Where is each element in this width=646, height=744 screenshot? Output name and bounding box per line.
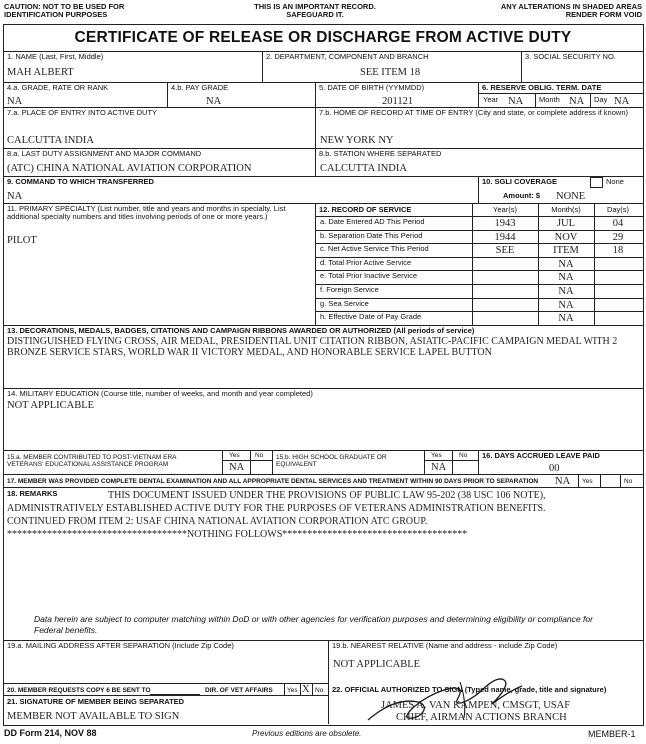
field-4a-grade-value: NA — [7, 96, 23, 107]
field-7a-label: 7.a. PLACE OF ENTRY INTO ACTIVE DUTY — [7, 109, 158, 117]
field-4b-label: 4.b. PAY GRADE — [171, 84, 229, 92]
field-2-department-value: SEE ITEM 18 — [360, 67, 421, 78]
field-10-amount-value: NONE — [556, 191, 586, 202]
field-21-label: 21. SIGNATURE OF MEMBER BEING SEPARATED — [7, 698, 185, 706]
field-15b-no-label: No — [459, 452, 468, 459]
record-of-service-label: c. Net Active Service This Period — [320, 245, 429, 254]
field-19b-relative-value: NOT APPLICABLE — [333, 659, 421, 670]
record-of-service-label: h. Effective Date of Pay Grade — [320, 313, 422, 322]
field-10-amount-label: Amount: $ — [503, 192, 541, 200]
field-22-official-title: CHIEF, AIRMAN ACTIONS BRANCH — [396, 712, 567, 723]
field-15a-value: NA — [229, 462, 245, 473]
field-4a-label: 4.a. GRADE, RATE OR RANK — [7, 84, 109, 92]
field-12-month-header: Month(s) — [551, 206, 581, 214]
field-20-no-mark: X — [302, 684, 310, 695]
field-21-signature-value: MEMBER NOT AVAILABLE TO SIGN — [7, 711, 180, 722]
field-4b-paygrade-value: NA — [206, 96, 222, 107]
field-8a-label: 8.a. LAST DUTY ASSIGNMENT AND MAJOR COMMAND — [7, 150, 202, 158]
field-8b-label: 8.b. STATION WHERE SEPARATED — [319, 150, 442, 158]
field-6-day-label: Day — [594, 96, 608, 104]
field-15a-yes-label: Yes — [229, 452, 240, 459]
record-of-service-label: e. Total Prior Inactive Service — [320, 272, 417, 281]
field-10-none-checkbox — [590, 177, 603, 188]
caution-note: CAUTION: NOT TO BE USED FOR IDENTIFICATION PURPOSES — [4, 2, 125, 19]
field-20-label: 20. MEMBER REQUESTS COPY 6 BE SENT TO — [7, 687, 151, 694]
alterations-note: ANY ALTERATIONS IN SHADED AREAS RENDER FORM VOID — [500, 2, 642, 19]
field-16-label: 16. DAYS ACCRUED LEAVE PAID — [482, 452, 600, 460]
computer-matching-notice: Data herein are subject to computer matching within DoD or with other agencies for verification purposes and determining eligibility or compliance for Federal benefits. — [34, 614, 593, 635]
field-8a-assignment-value: (ATC) CHINA NATIONAL AVIATION CORPORATION — [7, 163, 252, 174]
field-20-dir-label: DIR. OF VET AFFAIRS — [205, 687, 273, 694]
field-10-label: 10. SGLI COVERAGE — [482, 178, 558, 186]
field-19b-label: 19.b. NEAREST RELATIVE (Name and address - include Zip Code) — [332, 642, 558, 650]
field-9-label: 9. COMMAND TO WHICH TRANSFERRED — [7, 178, 154, 186]
record-of-service-month: ITEM — [553, 245, 579, 257]
field-11-label: 11. PRIMARY SPECIALTY (List number, title and years and months in specialty. List additional specialty numbers and titles involving periods of one or more years.) — [7, 205, 286, 221]
field-19a-label: 19.a. MAILING ADDRESS AFTER SEPARATION (Include Zip Code) — [7, 642, 234, 650]
remarks-line-2: ADMINISTRATIVELY ESTABLISHED ACTIVE DUTY FOR THE PURPOSES OF VETERANS ADMINISTRATION BENEFITS. — [7, 503, 546, 514]
field-13-decorations-value: DISTINGUISHED FLYING CROSS, AIR MEDAL, PRESIDENTIAL UNIT CITATION RIBBON, ASIATIC-PACIFIC CAMPAIGN MEDAL WITH 2 BRONZE SERVICE STARS, WORLD WAR II VICTORY MEDAL, AND HONORABLE SERVICE LAPEL BUTTON — [7, 336, 618, 358]
record-of-service-month: NA — [558, 258, 574, 270]
record-of-service-month: NA — [558, 313, 574, 325]
field-17-label: 17. MEMBER WAS PROVIDED COMPLETE DENTAL EXAMINATION AND ALL APPROPRIATE DENTAL SERVICES AND TREATMENT WITHIN 90 DAYS PRIOR TO SEPARATION — [7, 478, 539, 485]
field-12-year-header: Year(s) — [493, 206, 517, 214]
record-of-service-month: NA — [558, 286, 574, 297]
field-12-label: 12. RECORD OF SERVICE — [319, 206, 412, 214]
field-8b-station-value: CALCUTTA INDIA — [320, 163, 407, 174]
field-5-dob-value: 201121 — [382, 96, 414, 107]
record-of-service-day: 04 — [612, 218, 624, 229]
field-11-specialty-value: PILOT — [7, 235, 37, 246]
record-of-service-month: NOV — [554, 231, 578, 243]
field-17-yes-label: Yes — [582, 478, 593, 485]
field-1-name-value: MAH ALBERT — [7, 67, 74, 78]
record-of-service-day: 29 — [612, 231, 624, 243]
record-of-service-label: b. Separation Date This Period — [320, 231, 423, 240]
record-of-service-year: SEE — [495, 245, 515, 257]
field-6-month-value: NA — [569, 96, 585, 107]
field-6-year-label: Year — [483, 96, 499, 104]
field-3-label: 3. SOCIAL SECURITY NO. — [525, 53, 616, 61]
field-18-label: 18. REMARKS — [7, 490, 58, 498]
remarks-nothing-follows: ************************************NOTHING FOLLOWS************************************* — [7, 529, 468, 540]
field-15b-value: NA — [431, 462, 447, 473]
field-15b-yes-label: Yes — [431, 452, 442, 459]
record-of-service-month: JUL — [556, 218, 576, 229]
field-9-command-value: NA — [7, 191, 23, 202]
record-of-service-label: a. Date Entered AD This Period — [320, 218, 425, 226]
record-of-service-label: d. Total Prior Active Service — [320, 258, 412, 267]
field-22-label: 22. OFFICIAL AUTHORIZED TO SIGN (Typed name, grade, title and signature) — [332, 686, 607, 694]
field-7b-label: 7.b. HOME OF RECORD AT TIME OF ENTRY (City and state, or complete address if known) — [319, 109, 628, 117]
field-15a-label: 15.a. MEMBER CONTRIBUTED TO POST-VIETNAM ERA VETERANS' EDUCATIONAL ASSISTANCE PROGRAM — [7, 454, 177, 468]
field-7a-place-value: CALCUTTA INDIA — [7, 135, 94, 146]
field-5-label: 5. DATE OF BIRTH (YYMMDD) — [319, 84, 425, 92]
field-12-day-header: Day(s) — [606, 206, 630, 214]
copy-designation: MEMBER-1 — [588, 729, 636, 739]
field-2-label: 2. DEPARTMENT, COMPONENT AND BRANCH — [266, 53, 429, 61]
important-record-note: THIS IS AN IMPORTANT RECORD. SAFEGUARD IT. — [254, 2, 376, 19]
previous-editions-note: Previous editions are obsolete. — [252, 729, 362, 738]
field-6-label: 6. RESERVE OBLIG. TERM. DATE — [482, 84, 602, 92]
field-7b-home-value: NEW YORK NY — [320, 135, 394, 146]
official-signature — [360, 668, 540, 728]
field-20-yes-label: Yes — [287, 687, 298, 694]
record-of-service-month: NA — [558, 272, 574, 284]
record-of-service-year: 1943 — [494, 218, 516, 229]
remarks-line-3: CONTINUED FROM ITEM 2: USAF CHINA NATIONAL AVIATION CORPORATION ATC GROUP. — [7, 516, 428, 527]
field-10-none-label: None — [606, 178, 624, 186]
field-17-no-label: No — [624, 478, 633, 485]
field-1-label: 1. NAME (Last, First, Middle) — [7, 53, 104, 61]
form-title: CERTIFICATE OF RELEASE OR DISCHARGE FROM ACTIVE DUTY — [74, 29, 572, 46]
field-14-label: 14. MILITARY EDUCATION (Course title, number of weeks, and month and year completed) — [7, 390, 313, 398]
record-of-service-label: f. Foreign Service — [320, 286, 379, 294]
field-17-value: NA — [555, 476, 571, 487]
remarks-line-1: THIS DOCUMENT ISSUED UNDER THE PROVISIONS OF PUBLIC LAW 95-202 (38 USC 106 NOTE), — [108, 490, 546, 501]
field-6-month-label: Month — [539, 96, 560, 104]
field-13-label: 13. DECORATIONS, MEDALS, BADGES, CITATIONS AND CAMPAIGN RIBBONS AWARDED OR AUTHORIZED (All periods of service) — [7, 327, 475, 335]
record-of-service-year: 1944 — [494, 231, 516, 243]
record-of-service-label: g. Sea Service — [320, 299, 369, 308]
field-14-education-value: NOT APPLICABLE — [7, 400, 95, 411]
field-6-day-value: NA — [614, 96, 630, 107]
field-6-year-value: NA — [508, 96, 524, 107]
record-of-service-month: NA — [558, 299, 574, 311]
field-20-no-label: No — [315, 687, 324, 694]
record-of-service-day: 18 — [612, 245, 624, 257]
field-15b-label: 15.b. HIGH SCHOOL GRADUATE OR EQUIVALENT — [276, 454, 387, 468]
field-16-leave-value: 00 — [549, 463, 560, 474]
form-number: DD Form 214, NOV 88 — [4, 728, 97, 738]
field-15a-no-label: No — [255, 452, 264, 459]
field-22-official-name: JAMES A. VAN KAMPEN, CMSGT, USAF — [381, 700, 571, 711]
